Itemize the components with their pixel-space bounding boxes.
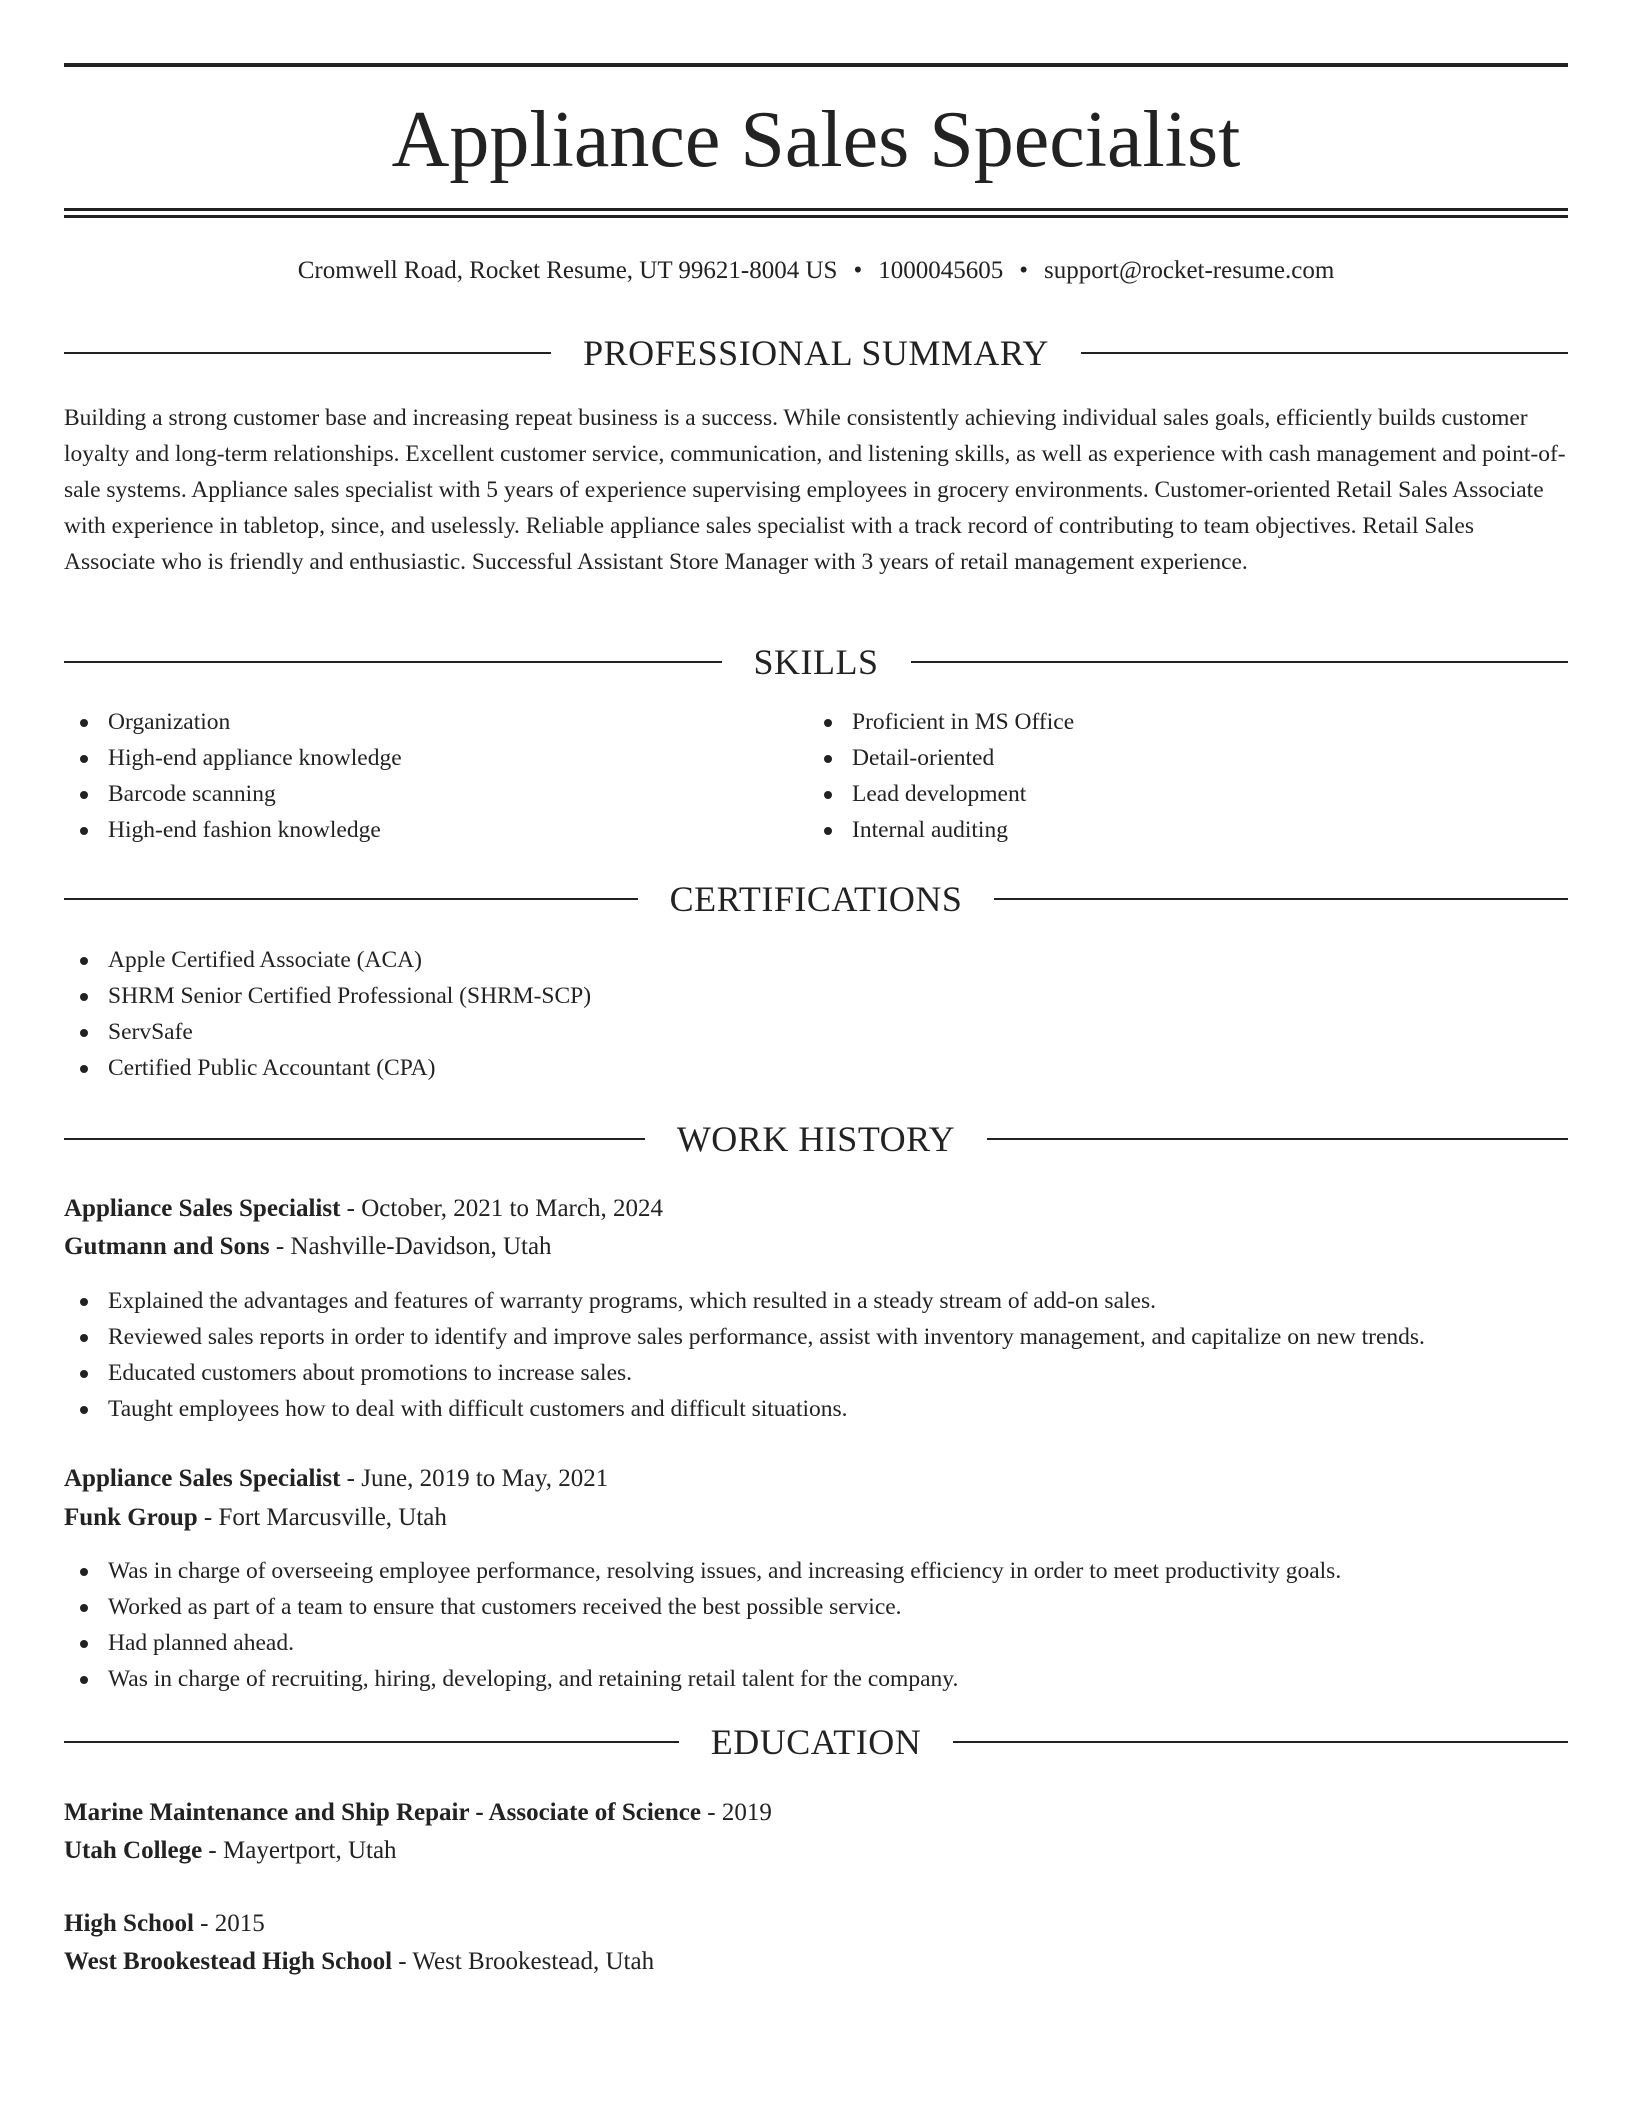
job-dates: - June, 2019 to May, 2021 (340, 1465, 609, 1492)
education-location: - Mayertport, Utah (202, 1837, 397, 1864)
job-bullet (64, 1355, 1425, 1391)
education-school-line (64, 1943, 1568, 1981)
job-bullet (64, 1283, 1425, 1319)
bullet-dot (824, 719, 832, 727)
section-title: WORK HISTORY (676, 1119, 956, 1159)
skill-item (808, 776, 1074, 812)
section-header-work-history (64, 1114, 1568, 1164)
job-bullet-text: Explained the advantages and features of warranty programs, which resulted in a steady stream of add-on sales. (108, 1288, 1156, 1314)
education-school: West Brookestead High School (64, 1948, 393, 1975)
bullet-dot (80, 1370, 88, 1378)
education-year: - 2019 (701, 1799, 772, 1826)
section-rule (64, 1741, 679, 1743)
job-dates: - October, 2021 to March, 2024 (340, 1195, 663, 1222)
section-rule (64, 1138, 645, 1140)
skill-item (64, 704, 402, 740)
education-school-line (64, 1832, 1568, 1870)
certifications-list (64, 942, 591, 1086)
job-company: Gutmann and Sons (64, 1233, 270, 1260)
bullet-dot (824, 827, 832, 835)
section-rule (987, 1138, 1568, 1140)
education-degree: High School (64, 1910, 194, 1937)
bullet-dot (80, 755, 88, 763)
skill-text: Lead development (852, 781, 1027, 807)
skill-text: High-end appliance knowledge (108, 745, 402, 771)
job-bullet (64, 1589, 1341, 1625)
section-rule (64, 352, 551, 354)
job-bullet-text: Taught employees how to deal with difficult customers and difficult situations. (108, 1396, 848, 1422)
job-location: - Nashville-Davidson, Utah (269, 1233, 552, 1260)
contact-email: support@rocket-resume.com (1044, 257, 1335, 284)
job-title-line (64, 1190, 1568, 1228)
bullet-dot (824, 791, 832, 799)
job-bullets (64, 1553, 1341, 1697)
resume-name: Appliance Sales Specialist (391, 96, 1241, 184)
job-bullet-text: Educated customers about promotions to increase sales. (108, 1360, 633, 1386)
bullet-dot (80, 1676, 88, 1684)
certification-text: Certified Public Accountant (CPA) (108, 1055, 436, 1081)
skills-list-left (64, 704, 402, 848)
section-rule (953, 1741, 1568, 1743)
certification-item (64, 942, 591, 978)
certification-text: SHRM Senior Certified Professional (SHRM-SCP) (108, 983, 592, 1009)
job-bullet (64, 1319, 1425, 1355)
education-location: - West Brookestead, Utah (392, 1948, 655, 1975)
certification-item (64, 1050, 591, 1086)
skill-item (808, 812, 1074, 848)
bullet-dot (80, 1298, 88, 1306)
job-bullet-text: Reviewed sales reports in order to identify and improve sales performance, assist with inventory management, and capitalize on new trends. (108, 1324, 1425, 1350)
section-rule (64, 661, 722, 663)
contact-line (64, 253, 1568, 289)
bullet-dot (80, 719, 88, 727)
section-title: CERTIFICATIONS (669, 879, 963, 919)
section-header-certifications (64, 874, 1568, 924)
bullet-dot (80, 957, 88, 965)
job-bullet-text: Worked as part of a team to ensure that customers received the best possible service. (108, 1594, 902, 1620)
job-bullet (64, 1625, 1341, 1661)
skill-text: Barcode scanning (108, 781, 276, 807)
education-degree-line (64, 1905, 1568, 1943)
top-rule (64, 63, 1568, 67)
job-title: Appliance Sales Specialist (64, 1465, 341, 1492)
certification-item (64, 978, 591, 1014)
job-bullet (64, 1661, 1341, 1697)
job-title: Appliance Sales Specialist (64, 1195, 341, 1222)
bullet-dot (80, 1640, 88, 1648)
job-title-line (64, 1460, 1568, 1498)
bullet-dot (80, 1334, 88, 1342)
bullet-dot (80, 1065, 88, 1073)
contact-phone: 1000045605 (878, 257, 1004, 284)
job-company: Funk Group (64, 1504, 198, 1531)
job-bullet-text: Was in charge of recruiting, hiring, developing, and retaining retail talent for the company. (108, 1666, 959, 1692)
job-bullet (64, 1553, 1341, 1589)
summary-paragraph: Building a strong customer base and increasing repeat business is a success. While consistently achieving individual sales goals, efficiently builds customer loyalty and long-term relationships. Excellent customer service, communication, and listening skills, as well as experience with cash management and point-of-sale systems. Appliance sales specialist with 5 years of experience supervising employees in grocery environments. Customer-oriented Retail Sales Associate with experience in tabletop, since, and uselessly. Reliable appliance sales specialist with a track record of contributing to team objectives. Retail Sales Associate who is friendly and enthusiastic. Successful Assistant Store Manager with 3 years of retail management experience. (64, 405, 1566, 575)
skill-item (64, 776, 402, 812)
bullet-dot (80, 1406, 88, 1414)
bullet-dot (80, 1029, 88, 1037)
section-title: EDUCATION (710, 1722, 922, 1762)
job-bullet-text: Had planned ahead. (108, 1630, 294, 1656)
skill-item (64, 740, 402, 776)
bullet-dot (80, 1568, 88, 1576)
double-rule-lower (64, 215, 1568, 218)
job-company-line (64, 1228, 1568, 1266)
contact-separator: • (853, 257, 863, 284)
certification-item (64, 1014, 591, 1050)
education-year: - 2015 (193, 1910, 265, 1937)
contact-separator: • (1019, 257, 1028, 284)
skill-text: Detail-oriented (852, 745, 995, 771)
bullet-dot (80, 827, 88, 835)
certification-text: Apple Certified Associate (ACA) (108, 947, 422, 973)
certification-text: ServSafe (108, 1019, 193, 1045)
section-title: PROFESSIONAL SUMMARY (583, 333, 1049, 373)
skill-item (808, 740, 1074, 776)
section-rule (911, 661, 1569, 663)
section-rule (64, 898, 638, 900)
section-header-skills (64, 637, 1568, 687)
contact-address: Cromwell Road, Rocket Resume, UT 99621-8004 US (297, 257, 838, 284)
bullet-dot (80, 993, 88, 1001)
skill-text: Internal auditing (852, 817, 1008, 843)
section-header-education (64, 1717, 1568, 1767)
skill-item (64, 812, 402, 848)
section-rule (1081, 352, 1568, 354)
education-school: Utah College (64, 1837, 203, 1864)
skill-text: High-end fashion knowledge (108, 817, 381, 843)
job-bullets (64, 1283, 1425, 1427)
job-bullet-text: Was in charge of overseeing employee performance, resolving issues, and increasing efficiency in order to meet productivity goals. (108, 1558, 1342, 1584)
education-degree: Marine Maintenance and Ship Repair - Associate of Science (64, 1799, 701, 1826)
job-bullet (64, 1391, 1425, 1427)
skills-list-right (808, 704, 1074, 848)
skill-text: Organization (108, 709, 231, 735)
section-title: SKILLS (753, 642, 879, 682)
section-header-summary (64, 328, 1568, 378)
bullet-dot (824, 755, 832, 763)
section-rule (994, 898, 1568, 900)
skill-item (808, 704, 1074, 740)
bullet-dot (80, 791, 88, 799)
education-degree-line (64, 1794, 1568, 1832)
double-rule-upper (64, 208, 1568, 211)
skill-text: Proficient in MS Office (852, 709, 1075, 735)
job-location: - Fort Marcusville, Utah (197, 1504, 447, 1531)
bullet-dot (80, 1604, 88, 1612)
job-company-line (64, 1499, 1568, 1537)
